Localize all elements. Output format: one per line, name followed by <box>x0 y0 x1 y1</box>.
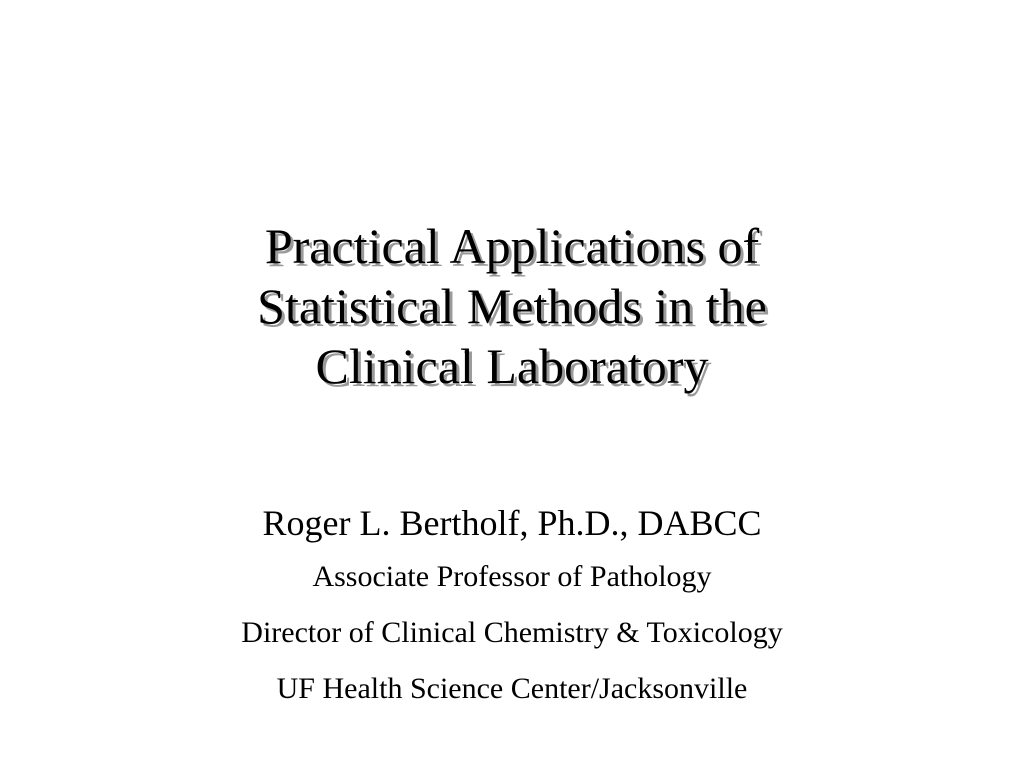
slide-subtitle <box>0 497 1024 717</box>
affiliation-position: Associate Professor of Pathology <box>312 560 712 593</box>
affiliation-institution: UF Health Science Center/Jacksonville <box>276 672 748 705</box>
author-name: Roger L. Bertholf, Ph.D., DABCC <box>262 503 762 543</box>
title-line-1: Practical Applications of <box>264 218 760 274</box>
title-line-2: Statistical Methods in the <box>257 278 767 334</box>
slide-title <box>0 216 1024 396</box>
title-line-3: Clinical Laboratory <box>315 338 709 394</box>
affiliation-director: Director of Clinical Chemistry & Toxicology <box>241 616 783 649</box>
